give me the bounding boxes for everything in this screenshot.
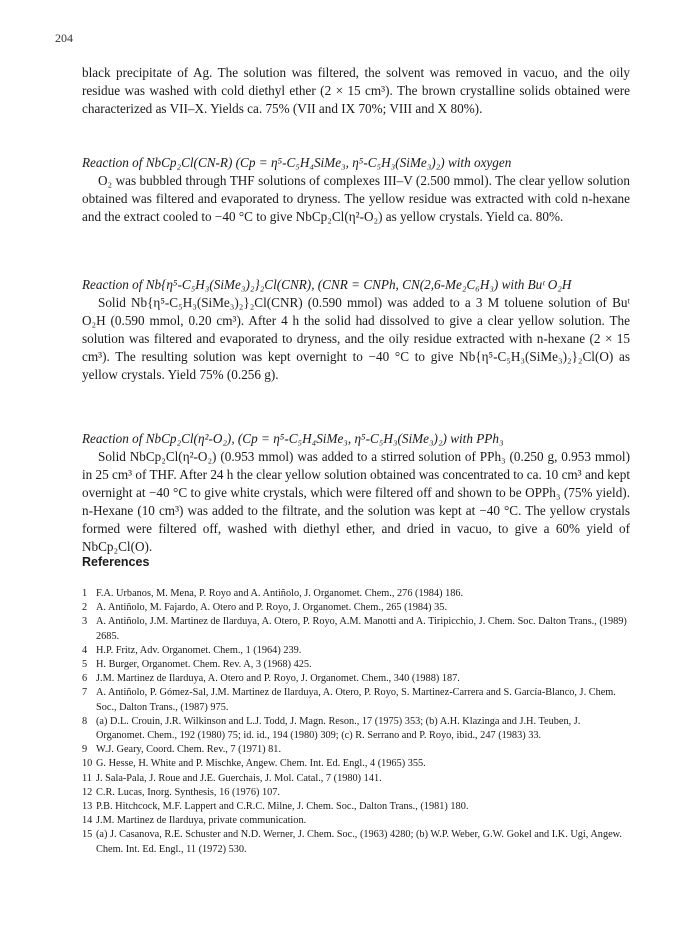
reference-text: J.M. Martinez de Ilarduya, A. Otero and P. Royo, J. Organomet. Chem., 340 (1988) 187. [96,673,460,685]
reference-number: 15 [82,829,93,841]
reference-text: (a) D.L. Crouin, J.R. Wilkinson and L.J. Todd, J. Magn. Reson., 17 (1975) 353; (b) A.H. Klazinga and J.H. Teuben, J. Organomet. Chem., 192 (1980) 75; id. id., 194 (1980) 309; (c) R. Serrano and P. Royo, ibid., 247 (1983) 33. [96,715,581,742]
reference-item [82,828,630,856]
reference-item [82,672,630,686]
reference-text: J.M. Martinez de Ilarduya, private communication. [96,815,307,827]
references-heading: References [82,555,150,569]
reference-number: 4 [82,644,88,656]
reference-number: 10 [82,758,93,770]
section-heading: Reaction of NbCp₂Cl(η²-O₂), (Cp = η⁵-C₅H₄SiMe₃, η⁵-C₅H₃(SiMe₃)₂) with PPh₃ [82,431,504,446]
reference-item [82,644,630,658]
reference-number: 3 [82,616,88,628]
reference-item [82,814,630,828]
reference-item [82,601,630,615]
reference-item [82,786,630,800]
reference-item [82,615,630,643]
reference-text: (a) J. Casanova, R.E. Schuster and N.D. Werner, J. Chem. Soc., (1963) 4280; (b) W.P. Weber, G.W. Gokel and I.K. Ugi, Angew. Chem. Int. Ed. Engl., 11 (1972) 530. [96,829,623,855]
reference-text: H.P. Fritz, Adv. Organomet. Chem., 1 (1964) 239. [96,644,302,656]
reference-text: W.J. Geary, Coord. Chem. Rev., 7 (1971) 81. [96,744,282,756]
reference-text: G. Hesse, H. White and P. Mischke, Angew. Chem. Int. Ed. Engl., 4 (1965) 355. [96,758,426,770]
reference-text: J. Sala-Pala, J. Roue and J.E. Guerchais, J. Mol. Catal., 7 (1980) 141. [96,772,382,784]
section-body: Solid Nb{η⁵-C₅H₃(SiMe₃)₂}₂Cl(CNR) (0.590 mmol) was added to a 3 M toluene solution of Buᵗ O₂H (0.590 mmol, 0.20 cm³). After 4 h the solid had dissolved to give a clear yellow solution. The solution was filtered and evaporated to dryness, and the oily residue extracted with n-hexane (2 × 15 cm³). The resulting solution was kept overnight to −40 °C to give Nb{η⁵-C₅H₃(SiMe₃)₂}₂Cl(O) as yellow crystals. Yield 75% (0.256 g). [82,295,630,382]
section-heading: Reaction of NbCp₂Cl(CN-R) (Cp = η⁵-C₅H₄SiMe₃, η⁵-C₅H₃(SiMe₃)₂) with oxygen [82,155,512,170]
reference-text: A. Antiñolo, M. Fajardo, A. Otero and P. Royo, J. Organomet. Chem., 265 (1984) 35. [96,602,448,614]
reference-item [82,743,630,757]
reference-item [82,686,630,714]
paragraph-ag-precipitate [82,64,630,118]
section-oxygen-reaction [82,154,630,226]
section-heading: Reaction of Nb{η⁵-C₅H₃(SiMe₃)₂}₂Cl(CNR), (CNR = CNPh, CN(2,6-Me₂C₆H₃) with Buᵗ O₂H [82,277,572,292]
reference-number: 14 [82,815,93,827]
reference-number: 5 [82,659,88,671]
reference-item [82,658,630,672]
reference-number: 7 [82,687,88,699]
page-number: 204 [55,31,73,45]
reference-number: 13 [82,801,93,813]
reference-text: A. Antiñolo, P. Gómez-Sal, J.M. Martinez de Ilarduya, A. Otero, P. Royo, S. Martinez-Carrera and S. García-Blanco, J. Chem. Soc., Dalton Trans., (1987) 975. [96,687,616,713]
reference-item [82,757,630,771]
reference-number: 9 [82,744,88,756]
reference-item [82,587,630,601]
reference-text: F.A. Urbanos, M. Mena, P. Royo and A. Antiñolo, J. Organomet. Chem., 276 (1984) 186. [96,588,464,599]
reference-item [82,800,630,814]
reference-number: 8 [82,715,88,727]
reference-number: 6 [82,673,88,685]
reference-list [82,587,630,857]
reference-number: 11 [82,772,92,784]
reference-item [82,772,630,786]
reference-text: P.B. Hitchcock, M.F. Lappert and C.R.C. Milne, J. Chem. Soc., Dalton Trans., (1981) 180. [96,801,469,813]
section-body: O₂ was bubbled through THF solutions of complexes III–V (2.500 mmol). The clear yellow solution obtained was filtered and evaporated to dryness. The yellow residue was extracted with cold n-hexane and the extract cooled to −40 °C to give NbCp₂Cl(η²-O₂) as yellow crystals. Yield ca. 80%. [82,173,630,224]
reference-number: 12 [82,786,93,798]
reference-text: C.R. Lucas, Inorg. Synthesis, 16 (1976) 107. [96,786,281,798]
reference-item [82,715,630,743]
section-body: Solid NbCp₂Cl(η²-O₂) (0.953 mmol) was added to a stirred solution of PPh₃ (0.250 g, 0.953 mmol) in 25 cm³ of THF. After 24 h the clear yellow solution obtained was concentrated to ca. 10 cm³ and kept overnight at −40 °C to give white crystals, which were filtered off and shown to be OPPh₃ (75% yield). n-Hexane (10 cm³) was added to the filtrate, and the solution was kept at −40 °C. The yellow crystals formed were filtered off, washed with diethyl ether, and dried in vacuo, to give a 60% yield of NbCp₂Cl(O). [82,449,630,554]
reference-text: H. Burger, Organomet. Chem. Rev. A, 3 (1968) 425. [96,659,312,671]
paragraph-text: black precipitate of Ag. The solution was filtered, the solvent was removed in vacuo, and the oily residue was washed with cold diethyl ether (2 × 15 cm³). The brown crystalline solids obtained were characterized as VII–X. Yields ca. 75% (VII and IX 70%; VIII and X 80%). [82,65,630,116]
reference-number: 2 [82,602,88,614]
reference-number: 1 [82,588,88,599]
reference-text: A. Antiñolo, J.M. Martinez de Ilarduya, A. Otero, P. Royo, A.M. Manotti and A. Tiripicchio, J. Chem. Soc. Dalton Trans., (1989) 2685. [96,616,627,642]
section-butylperoxide-reaction [82,276,630,384]
section-pph3-reaction [82,430,630,556]
